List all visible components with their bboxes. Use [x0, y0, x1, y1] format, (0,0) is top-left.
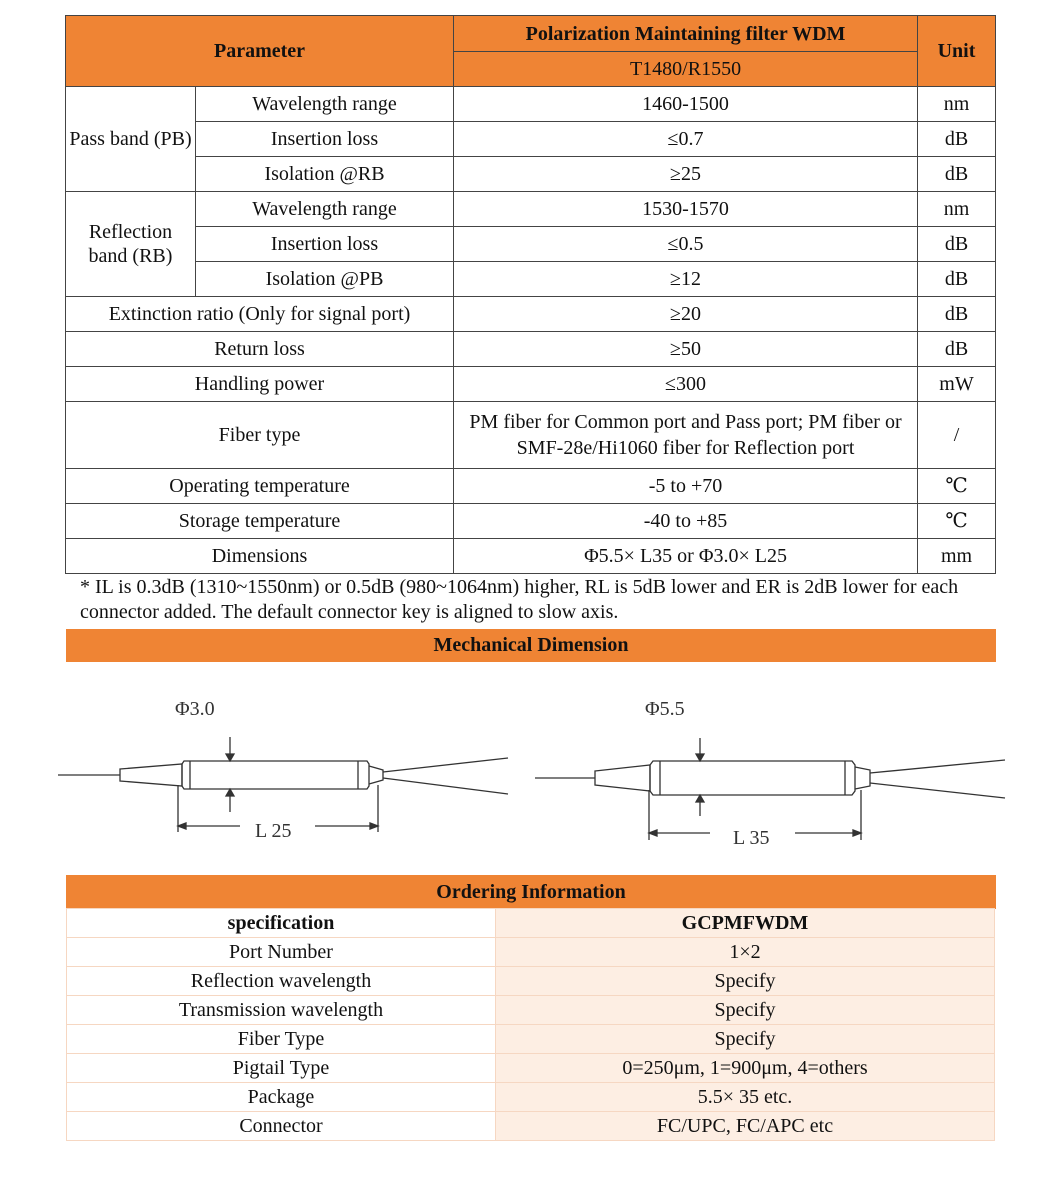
table-row — [66, 262, 996, 297]
spec-table — [65, 15, 996, 574]
parameter-header: Parameter — [66, 16, 454, 87]
row-value: -5 to +70 — [454, 469, 918, 504]
row-label: Insertion loss — [196, 227, 454, 262]
row-label: Isolation @RB — [196, 157, 454, 192]
table-row — [66, 122, 996, 157]
row-unit: dB — [918, 122, 996, 157]
table-row — [66, 539, 996, 574]
row-unit: / — [918, 402, 996, 469]
table-row — [67, 967, 995, 996]
row-unit: dB — [918, 262, 996, 297]
row-value: FC/UPC, FC/APC etc — [496, 1112, 995, 1141]
row-unit: dB — [918, 227, 996, 262]
row-value: ≥12 — [454, 262, 918, 297]
row-unit: dB — [918, 297, 996, 332]
table-row — [67, 1083, 995, 1112]
ordering-table — [66, 908, 995, 1141]
row-value: 0=250μm, 1=900μm, 4=others — [496, 1054, 995, 1083]
table-row — [67, 909, 995, 938]
row-label: Wavelength range — [196, 87, 454, 122]
row-unit: nm — [918, 192, 996, 227]
table-row — [67, 1054, 995, 1083]
device-left-drawing — [58, 737, 508, 832]
table-row — [67, 938, 995, 967]
row-label: Pigtail Type — [67, 1054, 496, 1083]
row-label: Wavelength range — [196, 192, 454, 227]
row-label: Transmission wavelength — [67, 996, 496, 1025]
unit-header: Unit — [918, 16, 996, 87]
row-label: Extinction ratio (Only for signal port) — [66, 297, 454, 332]
right-diameter-label: Φ5.5 — [645, 698, 685, 720]
footnote: * IL is 0.3dB (1310~1550nm) or 0.5dB (980~1064nm) higher, RL is 5dB lower and ER is 2dB lower for each connector added. The default connector key is aligned to slow axis. — [80, 576, 959, 623]
right-length-label: L 35 — [733, 827, 770, 849]
pass-band-group: Pass band (PB) — [66, 87, 196, 192]
table-row — [66, 402, 996, 469]
ordering-information-title: Ordering Information — [66, 875, 996, 909]
row-unit: mW — [918, 367, 996, 402]
row-unit: dB — [918, 332, 996, 367]
ordering-header-right: GCPMFWDM — [496, 909, 995, 938]
left-diameter-label: Φ3.0 — [175, 698, 215, 720]
row-label: Fiber type — [66, 402, 454, 469]
row-value: ≤0.5 — [454, 227, 918, 262]
row-value: Specify — [496, 967, 995, 996]
row-value: 5.5× 35 etc. — [496, 1083, 995, 1112]
row-label: Insertion loss — [196, 122, 454, 157]
table-row — [66, 469, 996, 504]
reflection-band-group: Reflection band (RB) — [66, 192, 196, 297]
row-value: ≥25 — [454, 157, 918, 192]
row-value: Specify — [496, 1025, 995, 1054]
row-value: 1530-1570 — [454, 192, 918, 227]
table-row — [66, 504, 996, 539]
row-value: ≤300 — [454, 367, 918, 402]
row-value: ≤0.7 — [454, 122, 918, 157]
row-value: PM fiber for Common port and Pass port; PM fiber or SMF-28e/Hi1060 fiber for Reflection port — [454, 402, 918, 469]
row-label: Connector — [67, 1112, 496, 1141]
row-unit: nm — [918, 87, 996, 122]
row-value: Φ5.5× L35 or Φ3.0× L25 — [454, 539, 918, 574]
row-label: Port Number — [67, 938, 496, 967]
row-value: ≥20 — [454, 297, 918, 332]
row-label: Dimensions — [66, 539, 454, 574]
row-value: 1×2 — [496, 938, 995, 967]
table-row — [66, 192, 996, 227]
row-label: Fiber Type — [67, 1025, 496, 1054]
table-row — [66, 332, 996, 367]
row-value: ≥50 — [454, 332, 918, 367]
model-header: T1480/R1550 — [454, 52, 918, 87]
row-label: Reflection wavelength — [67, 967, 496, 996]
row-label: Package — [67, 1083, 496, 1112]
product-header: Polarization Maintaining filter WDM — [454, 16, 918, 52]
table-row — [67, 1025, 995, 1054]
ordering-header-left: specification — [67, 909, 496, 938]
row-label: Isolation @PB — [196, 262, 454, 297]
row-value: Specify — [496, 996, 995, 1025]
row-unit: ℃ — [918, 504, 996, 539]
table-row — [66, 367, 996, 402]
table-row — [66, 227, 996, 262]
left-length-label: L 25 — [255, 820, 292, 842]
row-unit: dB — [918, 157, 996, 192]
table-row — [66, 297, 996, 332]
row-unit: ℃ — [918, 469, 996, 504]
row-value: 1460-1500 — [454, 87, 918, 122]
row-unit: mm — [918, 539, 996, 574]
device-right-drawing — [535, 738, 1005, 840]
row-label: Return loss — [66, 332, 454, 367]
table-row — [67, 1112, 995, 1141]
mechanical-drawing — [40, 690, 1020, 860]
mechanical-dimension-title: Mechanical Dimension — [66, 629, 996, 662]
row-label: Operating temperature — [66, 469, 454, 504]
table-row — [67, 996, 995, 1025]
table-row — [66, 157, 996, 192]
table-row — [66, 87, 996, 122]
row-label: Handling power — [66, 367, 454, 402]
row-value: -40 to +85 — [454, 504, 918, 539]
row-label: Storage temperature — [66, 504, 454, 539]
